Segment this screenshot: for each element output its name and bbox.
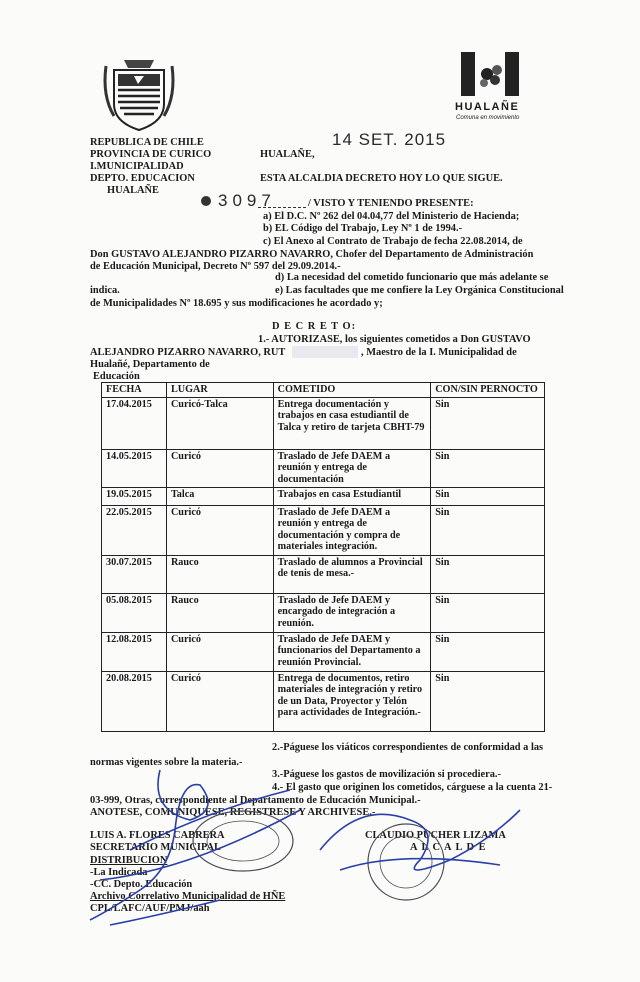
visto-item-d-2: indica. — [90, 285, 120, 296]
mayor-name: CLAUDIO PUCHER LIZAMA — [365, 830, 506, 841]
cell-cometido: Traslado de Jefe DAEM y funcionarios del Departamento a reunión Provincial. — [273, 632, 431, 671]
visto-item-e: e) Las facultades que me confiere la Ley Orgánica Constitucional — [275, 285, 564, 296]
header-country: REPUBLICA DE CHILE — [90, 137, 204, 148]
mayor-title: A L C A L D E — [410, 842, 487, 853]
cell-cometido: Entrega de documentos, retiro materiales de integración y retiro de un Data, Proyector y Telón para actividades de Integración.- — [273, 671, 431, 731]
secretary-name: LUIS A. FLORES CABRERA — [90, 830, 225, 841]
col-header-cometido: COMETIDO — [273, 383, 431, 398]
cell-pernocto: Sin — [431, 671, 545, 731]
visto-item-c-2: Don GUSTAVO ALEJANDRO PIZARRO NAVARRO, Chofer del Departamento de Administración — [90, 249, 534, 260]
closing-p2-b: normas vigentes sobre la materia.- — [90, 757, 243, 768]
hualane-logo — [452, 50, 532, 130]
cell-fecha: 17.04.2015 — [102, 397, 167, 449]
visto-title: / VISTO Y TENIENDO PRESENTE: — [308, 198, 474, 209]
decreto-point1-e: Educación — [93, 371, 140, 382]
distribution-item: Archivo Correlativo Municipalidad de HÑE — [90, 891, 286, 902]
cell-pernocto: Sin — [431, 397, 545, 449]
table-header-row — [102, 383, 545, 398]
visto-item-c: c) El Anexo al Contrato de Trabajo de fecha 22.08.2014, de — [263, 236, 523, 247]
closing-p4-b: 03-999, Otras, correspondiente al Departamento de Educación Municipal.- — [90, 795, 421, 806]
decreto-point1-c: , Maestro de la I. Municipalidad de — [361, 347, 517, 358]
decreto-point1-a: 1.- AUTORIZASE, los siguientes cometidos a Don GUSTAVO — [258, 334, 531, 345]
table-row — [102, 555, 545, 593]
cell-lugar: Rauco — [166, 593, 273, 632]
decreto-title: D E C R E T O: — [272, 321, 357, 332]
table-row — [102, 671, 545, 731]
table-row — [102, 593, 545, 632]
cell-fecha: 30.07.2015 — [102, 555, 167, 593]
cell-lugar: Curicó — [166, 671, 273, 731]
cell-cometido: Traslado de Jefe DAEM y encargado de integración a reunión. — [273, 593, 431, 632]
cometidos-table — [101, 382, 545, 732]
distribution-item: CPL/LAFC/AUF/PMJ/aah — [90, 903, 210, 914]
table-row — [102, 632, 545, 671]
cell-cometido: Entrega documentación y trabajos en casa estudiantil de Talca y retiro de tarjeta CBHT-79 — [273, 397, 431, 449]
header-municipality: I.MUNICIPALIDAD — [90, 161, 184, 172]
closing-p3: 3.-Páguese los gastos de movilización si procediera.- — [272, 769, 501, 780]
cell-fecha: 05.08.2015 — [102, 593, 167, 632]
cell-fecha: 12.08.2015 — [102, 632, 167, 671]
logo-tagline: Comuna en movimiento — [456, 115, 520, 121]
cell-fecha: 19.05.2015 — [102, 487, 167, 505]
cell-cometido: Traslado de alumnos a Provincial de tenis de mesa.- — [273, 555, 431, 593]
cell-lugar: Curicó — [166, 505, 273, 555]
date-stamp: 14 SET. 2015 — [332, 130, 447, 149]
col-header-lugar: LUGAR — [166, 383, 273, 398]
closing-anotese: ANOTESE, COMUNIQUESE, REGISTRESE Y ARCHIVESE.- — [90, 807, 376, 818]
cell-lugar: Rauco — [166, 555, 273, 593]
header-department: DEPTO. EDUCACION — [90, 173, 195, 184]
closing-p4-a: 4.- El gasto que originen los cometidos, cárguese a la cuenta 21- — [272, 782, 553, 793]
redacted-rut — [292, 346, 358, 358]
table-row — [102, 505, 545, 555]
cell-cometido: Traslado de Jefe DAEM a reunión y entrega de documentación y compra de materiales integración. — [273, 505, 431, 555]
decreto-point1-b: ALEJANDRO PIZARRO NAVARRO, RUT — [90, 347, 286, 358]
distribution-item: -CC. Depto. Educación — [90, 879, 193, 890]
col-header-fecha: FECHA — [102, 383, 167, 398]
header-town: HUALAÑE — [107, 185, 159, 196]
perforation-mark — [201, 196, 211, 206]
visto-item-a: a) El D.C. Nº 262 del 04.04,77 del Ministerio de Hacienda; — [263, 211, 520, 222]
distribution-item: -La Indicada — [90, 867, 148, 878]
cell-lugar: Curicó-Talca — [166, 397, 273, 449]
logo-h-mark-icon — [457, 50, 523, 98]
visto-item-c-3: de Educación Municipal, Decreto Nº 597 del 29.09.2014.- — [90, 261, 341, 272]
header-province: PROVINCIA DE CURICO — [90, 149, 212, 160]
cell-cometido: Traslado de Jefe DAEM a reunión y entrega de documentación — [273, 449, 431, 487]
coat-of-arms-emblem — [100, 56, 178, 132]
decree-intro: ESTA ALCALDIA DECRETO HOY LO QUE SIGUE. — [260, 173, 503, 184]
cell-lugar: Talca — [166, 487, 273, 505]
decreto-point1-d: Hualañé, Departamento de — [90, 359, 210, 370]
col-header-pernocto: CON/SIN PERNOCTO — [431, 383, 545, 398]
table-row — [102, 397, 545, 449]
visto-dash-line — [258, 207, 306, 208]
visto-item-d: d) La necesidad del cometido funcionario que más adelante se — [275, 272, 549, 283]
cell-pernocto: Sin — [431, 555, 545, 593]
visto-item-b: b) EL Código del Trabajo, Ley Nº 1 de 1994.- — [263, 223, 463, 234]
cell-lugar: Curicó — [166, 449, 273, 487]
cell-pernocto: Sin — [431, 593, 545, 632]
cell-lugar: Curicó — [166, 632, 273, 671]
cell-fecha: 14.05.2015 — [102, 449, 167, 487]
decree-number: 3097 — [218, 191, 276, 210]
closing-p2-a: 2.-Páguese los viáticos correspondientes de conformidad a las — [272, 742, 544, 753]
logo-name: HUALAÑE — [455, 101, 520, 113]
cell-cometido: Trabajos en casa Estudiantil — [273, 487, 431, 505]
secretary-title: SECRETARIO MUNICIPAL — [90, 842, 221, 853]
cell-pernocto: Sin — [431, 487, 545, 505]
cell-fecha: 20.08.2015 — [102, 671, 167, 731]
cell-pernocto: Sin — [431, 632, 545, 671]
cell-pernocto: Sin — [431, 449, 545, 487]
table-row — [102, 487, 545, 505]
distribution-title: DISTRIBUCION — [90, 855, 168, 866]
cell-fecha: 22.05.2015 — [102, 505, 167, 555]
visto-item-e-2: de Municipalidades Nº 18.695 y sus modificaciones he acordado y; — [90, 298, 383, 309]
place-label: HUALAÑE, — [260, 149, 315, 160]
table-row — [102, 449, 545, 487]
cell-pernocto: Sin — [431, 505, 545, 555]
